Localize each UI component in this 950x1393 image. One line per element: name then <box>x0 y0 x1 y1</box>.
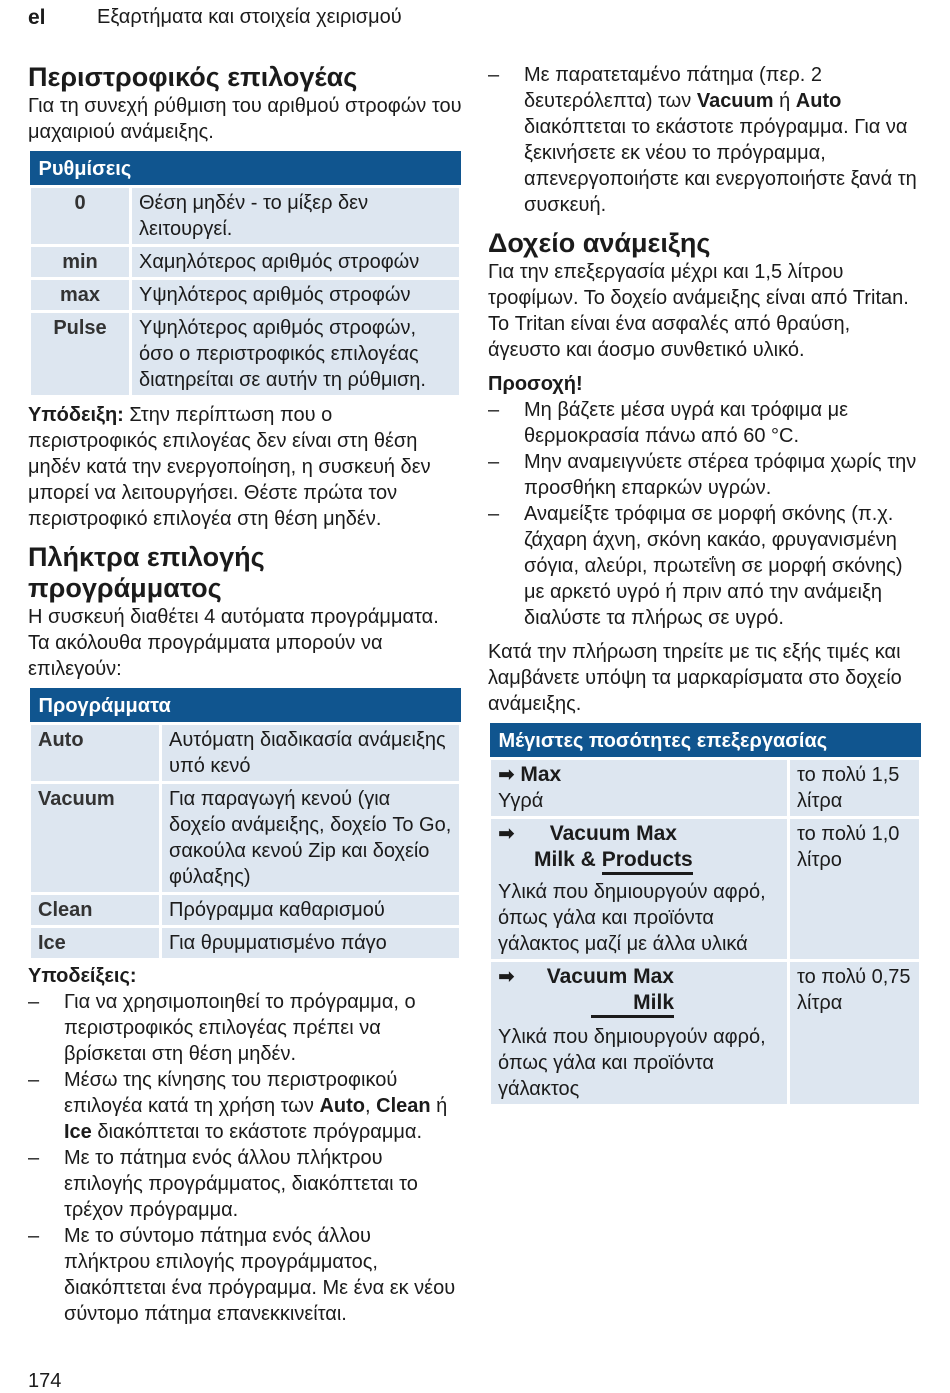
max-title-line2: Milk & Products <box>534 847 693 875</box>
program-notes-continued <box>488 62 922 218</box>
table-row <box>490 759 921 818</box>
max-row-label <box>490 759 789 818</box>
programs-table-header: Προγράμματα <box>30 688 461 724</box>
note-text: Στην περίπτωση που ο περιστροφικός επιλογέας δεν είναι στη θέση μηδέν κατά την ενεργοποίηση, η συσκευή δεν μπορεί να λειτουργήσει. Θέστε πρώτα τον περιστροφικό επιλογέα στη θέση μηδέν. <box>28 404 431 530</box>
arrow-right-icon: ➡ <box>498 823 515 845</box>
max-row-label <box>490 818 789 961</box>
setting-key: Pulse <box>30 312 131 397</box>
setting-value: Θέση μηδέν - το μίξερ δεν λειτουργεί. <box>131 187 461 246</box>
program-value: Για θρυμματισμένο πάγο <box>161 927 461 960</box>
list-item: – Αναμείξτε τρόφιμα σε μορφή σκόνης (π.χ. ζάχαρη άχνη, σκόνη κακάο, φρυγανισμένη σόγια, αλεύρι, πρωτεΐνη σε μορφή σκόνης) με αρκετό υγρό ή πριν από την ανάμειξη διαλύστε τα πλήρως σε υγρό. <box>488 501 922 631</box>
max-desc: Υγρά <box>498 790 544 812</box>
table-row <box>30 187 461 246</box>
max-title-line2: Milk <box>534 990 674 1018</box>
table-row <box>490 818 921 961</box>
notes-label: Υποδείξεις: <box>28 965 137 987</box>
table-row <box>30 724 461 783</box>
setting-value: Χαμηλότερος αριθμός στροφών <box>131 246 461 279</box>
container-intro: Για την επεξεργασία μέχρι και 1,5 λίτρου τροφίμων. Το δοχείο ανάμειξης είναι από Tritan. Το Tritan είναι ένα ασφαλές από θραύση, άγευστο και άοσμο συνθετικό υλικό. <box>488 261 909 361</box>
setting-value: Υψηλότερος αριθμός στροφών, όσο ο περιστροφικός επιλογέας διατηρείται σε αυτήν τη ρύθμιση. <box>131 312 461 397</box>
settings-table-header: Ρυθμίσεις <box>30 151 461 187</box>
max-row-label <box>490 961 789 1106</box>
table-row <box>30 894 461 927</box>
setting-key: max <box>30 279 131 312</box>
list-item: – Μην αναμειγνύετε στέρεα τρόφιμα χωρίς την προσθήκη επαρκών υγρών. <box>488 449 922 501</box>
program-key: Ice <box>30 927 161 960</box>
program-value: Αυτόματη διαδικασία ανάμειξης υπό κενό <box>161 724 461 783</box>
table-row <box>30 927 461 960</box>
caution-label: Προσοχή! <box>488 373 583 395</box>
max-amount: το πολύ 1,0 λίτρο <box>789 818 921 961</box>
container-heading: Δοχείο ανάμειξης <box>488 228 711 258</box>
max-table-header: Μέγιστες ποσότητες επεξεργασίας <box>490 723 921 759</box>
list-item: – Με το σύντομο πάτημα ενός άλλου πλήκτρου επιλογής προγράμματος, διακόπτεται ένα πρόγραμμα. Με ένα εκ νέου σύντομο πάτημα επανεκκινείται. <box>28 1223 462 1327</box>
list-item: – Μέσω της κίνησης του περιστροφικού επιλογέα κατά τη χρήση των Auto, Clean ή Ice διακόπτεται το εκάστοτε πρόγραμμα. <box>28 1067 462 1145</box>
program-key: Clean <box>30 894 161 927</box>
list-item: – Μη βάζετε μέσα υγρά και τρόφιμα με θερμοκρασία πάνω από 60 °C. <box>488 397 922 449</box>
list-item: – Με το πάτημα ενός άλλου πλήκτρου επιλογής προγράμματος, διακόπτεται το τρέχον πρόγραμμα. <box>28 1145 462 1223</box>
max-amount: το πολύ 1,5 λίτρα <box>789 759 921 818</box>
note-label: Υπόδειξη: <box>28 404 124 426</box>
program-value: Πρόγραμμα καθαρισμού <box>161 894 461 927</box>
max-quantities-table <box>488 723 922 1107</box>
table-row <box>30 279 461 312</box>
program-value: Για παραγωγή κενού (για δοχείο ανάμειξης, δοχείο To Go, σακούλα κενού Zip και δοχείο φύλαξης) <box>161 783 461 894</box>
arrow-right-icon: ➡ <box>498 966 515 988</box>
setting-value: Υψηλότερος αριθμός στροφών <box>131 279 461 312</box>
max-title: Max <box>520 763 562 786</box>
max-desc: Υλικά που δημιουργούν αφρό, όπως γάλα και προϊόντα γάλακτος <box>498 1026 766 1100</box>
selector-note <box>28 402 462 532</box>
setting-key: min <box>30 246 131 279</box>
programs-intro: Η συσκευή διαθέτει 4 αυτόματα προγράμματα. Τα ακόλουθα προγράμματα μπορούν να επιλεγούν: <box>28 606 439 680</box>
page-header-title: Εξαρτήματα και στοιχεία χειρισμού <box>97 6 402 28</box>
programs-heading: Πλήκτρα επιλογής προγράμματος <box>28 542 265 603</box>
selector-heading: Περιστροφικός επιλογέας <box>28 62 358 92</box>
list-item: – Για να χρησιμοποιηθεί το πρόγραμμα, ο περιστροφικός επιλογέας πρέπει να βρίσκεται στη θέση μηδέν. <box>28 989 462 1067</box>
selector-intro: Για τη συνεχή ρύθμιση του αριθμού στροφών του μαχαιριού ανάμειξης. <box>28 95 462 143</box>
table-row <box>30 246 461 279</box>
program-notes-list <box>28 989 462 1327</box>
right-column <box>488 62 922 1107</box>
list-item: – Με παρατεταμένο πάτημα (περ. 2 δευτερόλεπτα) των Vacuum ή Auto διακόπτεται το εκάστοτε πρόγραμμα. Για να ξεκινήσετε εκ νέου το πρόγραμμα, απενεργοποιήστε και ενεργοποιήστε ξανά τη συσκευή. <box>488 62 922 218</box>
settings-table <box>28 151 462 398</box>
table-row <box>30 783 461 894</box>
table-row <box>30 312 461 397</box>
left-column <box>28 62 462 1327</box>
page-number: 174 <box>28 1370 62 1392</box>
max-desc: Υλικά που δημιουργούν αφρό, όπως γάλα και προϊόντα γάλακτος μαζί με άλλα υλικά <box>498 881 766 955</box>
programs-table <box>28 688 462 961</box>
language-code: el <box>28 6 46 29</box>
setting-key: 0 <box>30 187 131 246</box>
max-title: Vacuum Max <box>549 822 677 845</box>
caution-list <box>488 397 922 631</box>
program-key: Vacuum <box>30 783 161 894</box>
table-row <box>490 961 921 1106</box>
program-key: Auto <box>30 724 161 783</box>
max-amount: το πολύ 0,75 λίτρα <box>789 961 921 1106</box>
max-title: Vacuum Max <box>546 965 674 988</box>
arrow-right-icon: ➡ <box>498 764 515 786</box>
fill-note: Κατά την πλήρωση τηρείτε με τις εξής τιμές και λαμβάνετε υπόψη τα μαρκαρίσματα στο δοχείο ανάμειξης. <box>488 641 902 715</box>
